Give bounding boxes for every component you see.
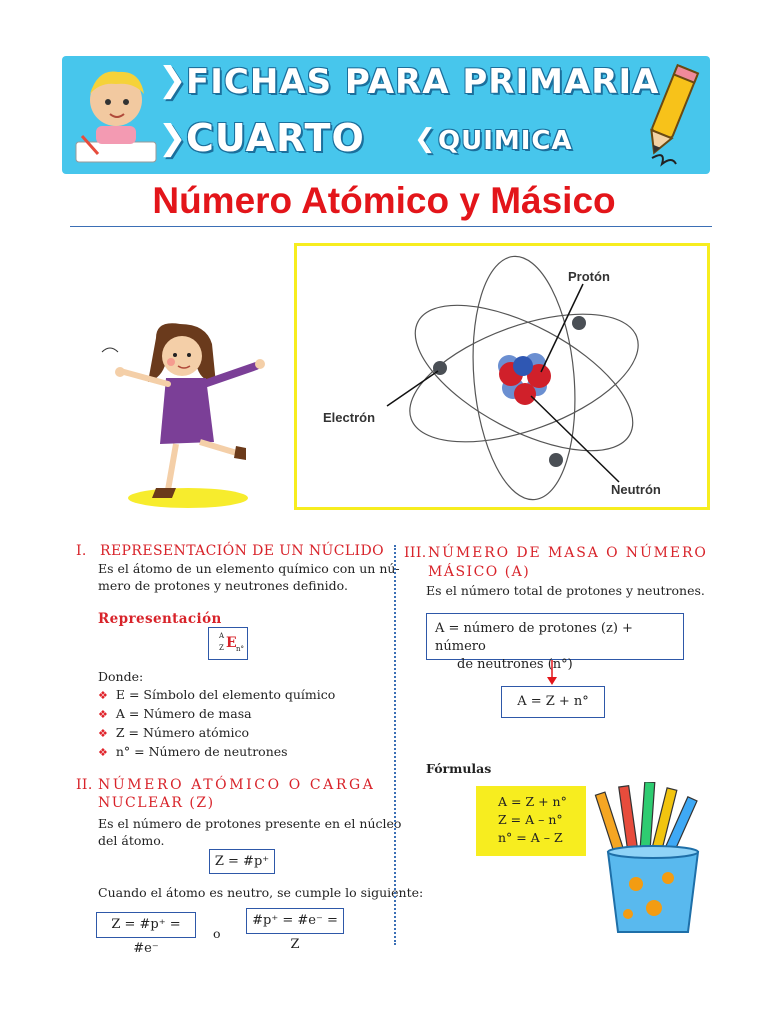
formula-item: Z = A – n°	[498, 812, 563, 827]
mass-number-definition-box	[426, 613, 684, 672]
banner-line-2: CUARTO	[186, 116, 365, 160]
list-item: ❖ Z = Número atómico	[98, 725, 250, 740]
banner-subject: QUIMICA	[438, 126, 573, 156]
section-1-text-1: Es el átomo de un elemento químico con un nú-	[98, 561, 400, 576]
label-proton: Protón	[568, 269, 610, 284]
representacion-label: Representación	[98, 611, 222, 627]
section-3-text: Es el número total de protones y neutrones.	[426, 583, 705, 598]
list-item: ❖ A = Número de masa	[98, 706, 252, 721]
formula-z-box: Z = #p⁺	[209, 849, 275, 874]
section-1-heading: REPRESENTACIÓN DE UN NÚCLIDO	[100, 543, 384, 559]
section-2-heading-2: NUCLEAR (Z)	[98, 795, 215, 811]
title-underline	[70, 226, 712, 227]
page-title: Número Atómico y Másico	[152, 180, 616, 221]
atom-diagram-frame	[294, 243, 710, 510]
nuclide-notation-box	[208, 627, 248, 660]
formulas-highlight-box	[476, 786, 586, 856]
formulas-label: Fórmulas	[426, 761, 492, 776]
girl-illustration	[96, 322, 286, 514]
section-2-heading-1: NÚMERO ATÓMICO O CARGA	[98, 777, 376, 793]
label-electron: Electrón	[323, 410, 376, 425]
symbol-n: n°	[236, 645, 245, 653]
section-3-heading-2: MÁSICO (A)	[428, 564, 531, 580]
symbol-e: E	[226, 635, 237, 651]
section-1-text-2: mero de protones y neutrones definido.	[98, 578, 348, 593]
formula-item: A = Z + n°	[498, 794, 567, 809]
definition-line-1: A = número de protones (z) + número	[435, 621, 633, 654]
arrow-down-icon	[544, 660, 560, 686]
kid-reading-illustration	[68, 64, 164, 168]
electron-dot	[549, 453, 563, 467]
formula-a-box: A = Z + n°	[501, 686, 605, 718]
symbol-a: A	[219, 632, 225, 640]
electron-dot	[572, 316, 586, 330]
formula-right-box: #p⁺ = #e⁻ = Z	[246, 908, 344, 934]
section-1-number: I.	[76, 543, 87, 559]
section-2-text-1: Es el número de protones presente en el núcleo	[98, 816, 402, 831]
definition-line-2: de neutrones (n°)	[457, 657, 573, 672]
nucleus	[498, 353, 551, 405]
label-neutron: Neutrón	[611, 482, 661, 497]
column-divider	[394, 545, 396, 945]
atom-diagram	[297, 246, 707, 507]
section-2-number: II.	[76, 777, 93, 793]
formula-item: n° = A – Z	[498, 830, 563, 845]
symbol-z: Z	[219, 644, 224, 652]
section-3-number: III.	[404, 545, 427, 561]
donde-label: Donde:	[98, 669, 144, 684]
list-item: ❖ E = Símbolo del elemento químico	[98, 687, 336, 702]
list-item: ❖ n° = Número de neutrones	[98, 744, 288, 759]
formula-left-box: Z = #p⁺ = #e⁻	[96, 912, 196, 938]
pencil-cup-illustration	[594, 782, 714, 942]
pencil-illustration	[632, 60, 708, 172]
formula-connector: o	[213, 926, 221, 941]
neutral-atom-text: Cuando el átomo es neutro, se cumple lo siguiente:	[98, 885, 424, 900]
section-2-text-2: del átomo.	[98, 833, 165, 848]
section-3-heading-1: NÚMERO DE MASA O NÚMERO	[428, 545, 708, 561]
banner-line-1: FICHAS PARA PRIMARIA	[186, 62, 660, 102]
header-banner: ❯ FICHAS PARA PRIMARIA ❯ CUARTO ❮ QUIMICA	[62, 56, 710, 174]
